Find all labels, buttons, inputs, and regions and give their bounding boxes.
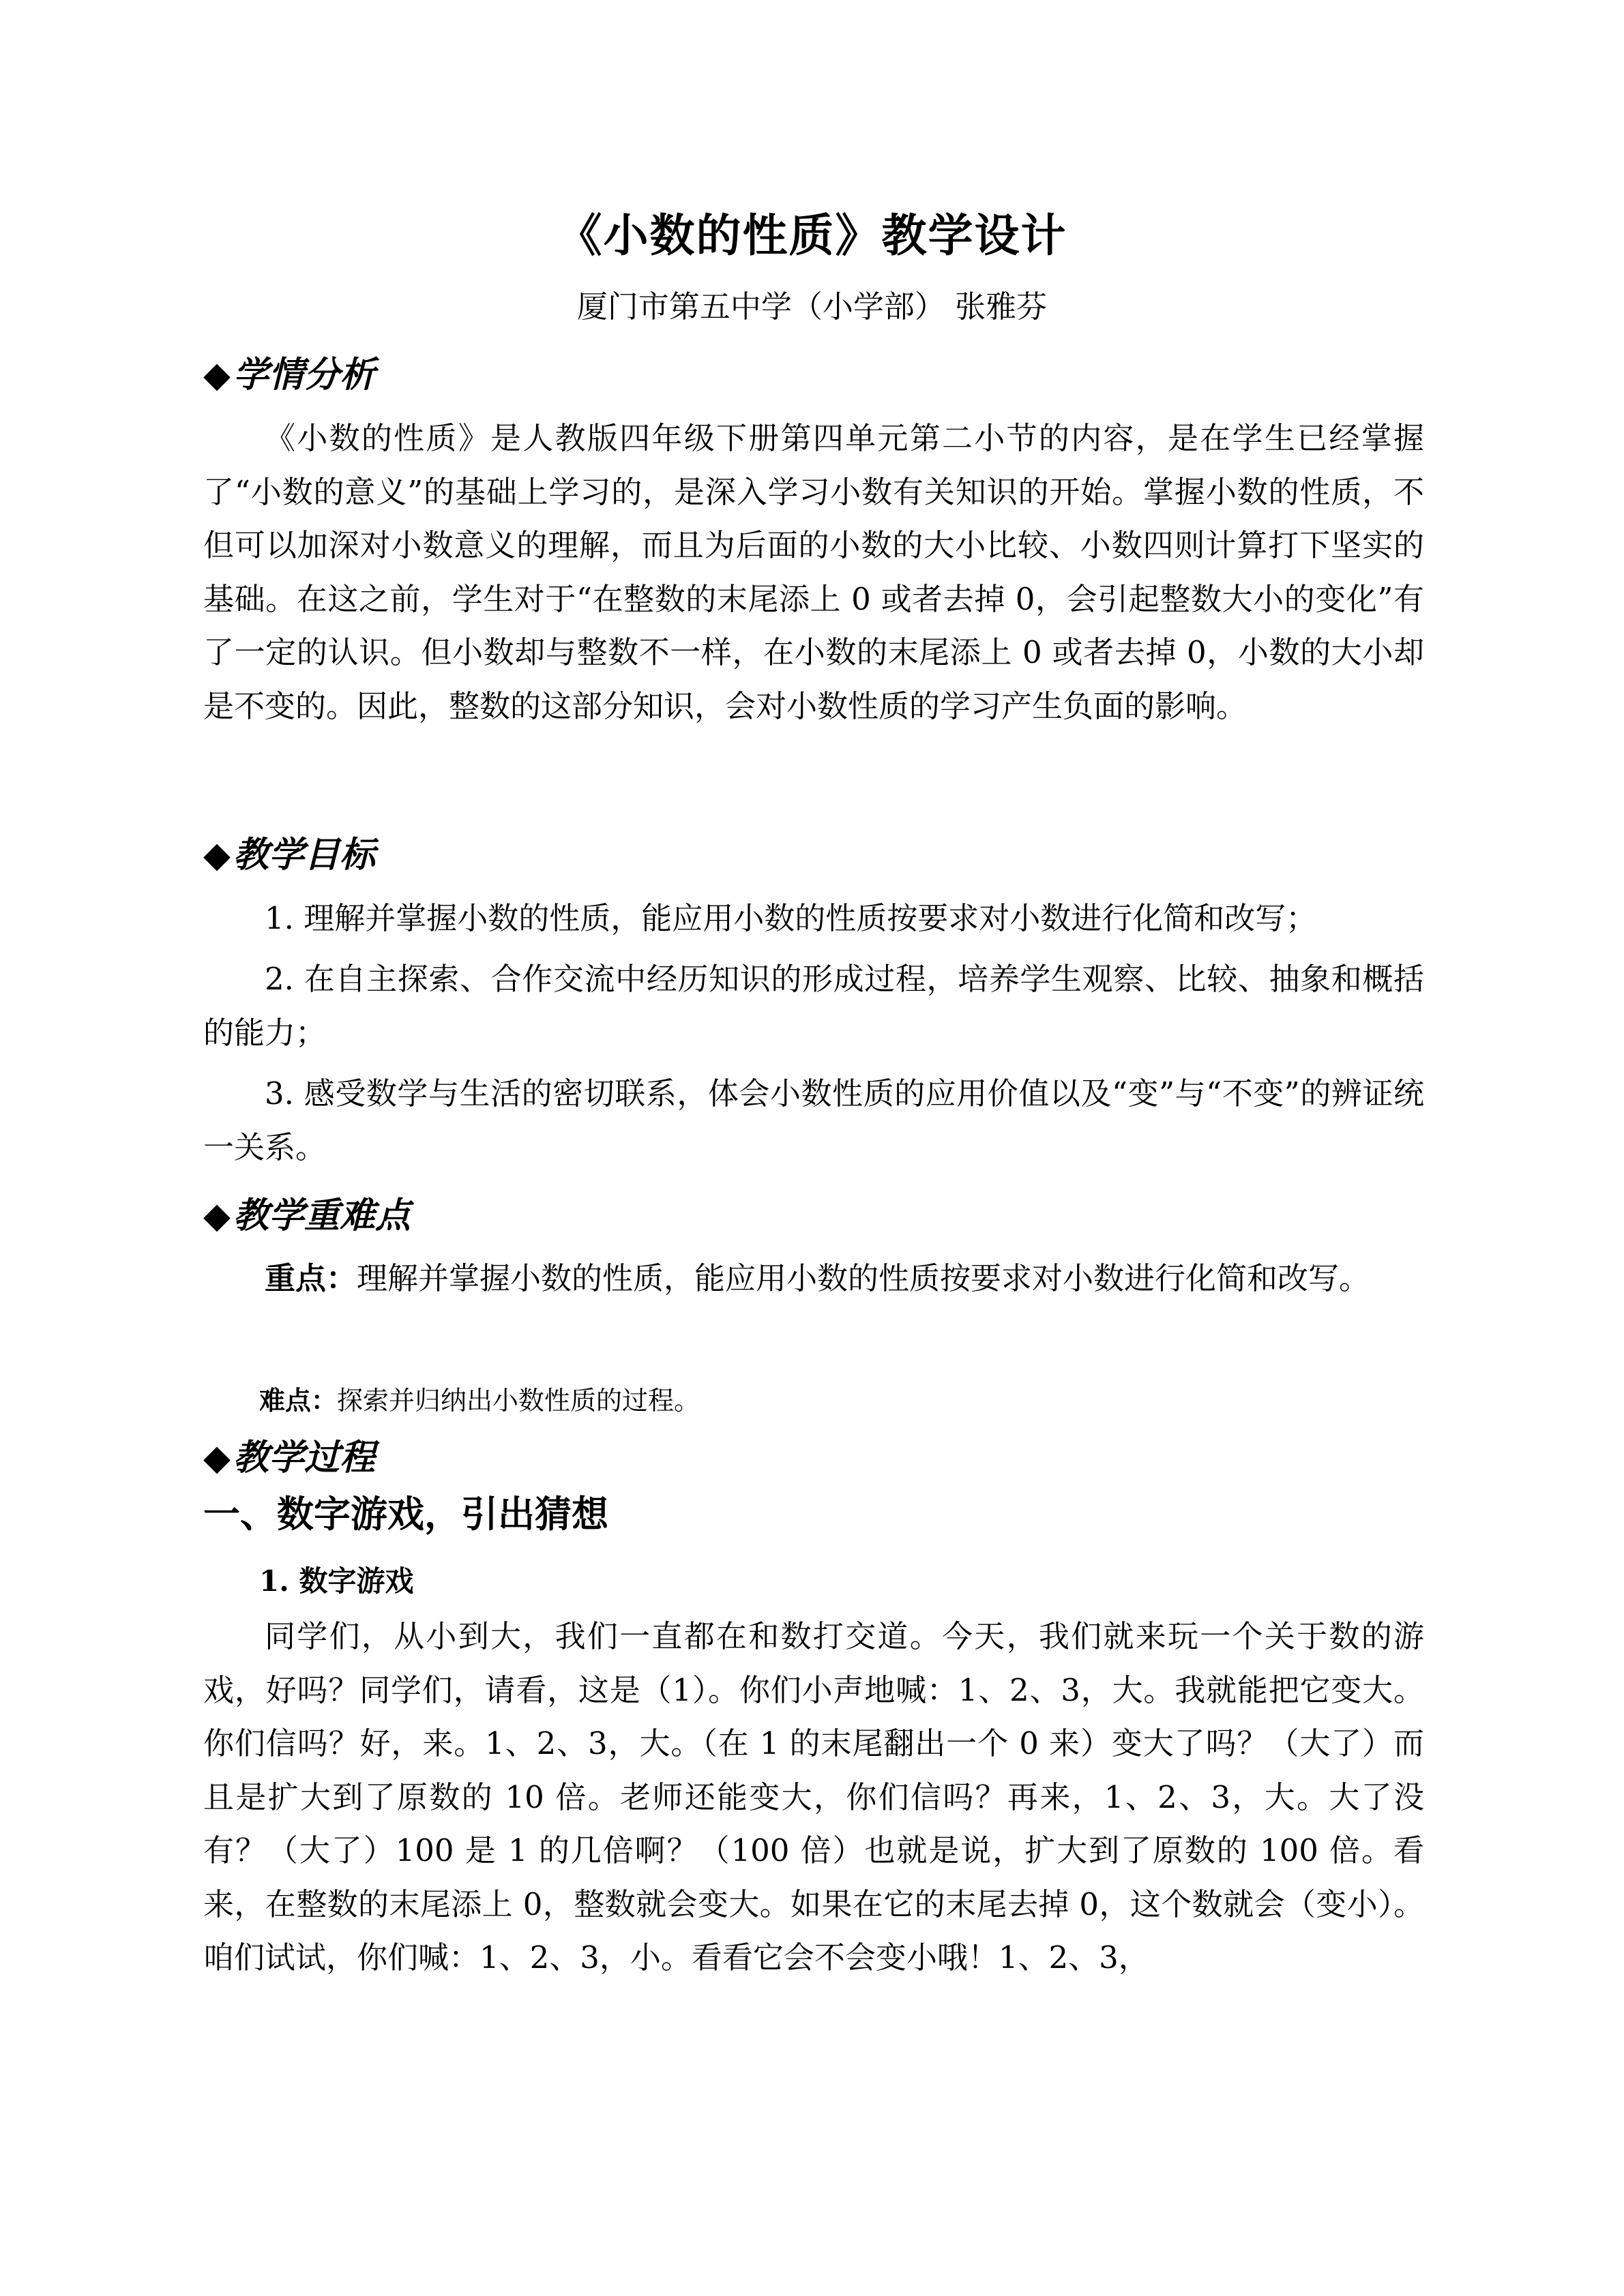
diamond-bullet-icon: ◆	[203, 1195, 231, 1236]
section-heading-goals	[203, 831, 375, 879]
diamond-bullet-icon: ◆	[203, 1437, 231, 1478]
section-heading-text: 教学重难点	[233, 1195, 411, 1236]
difficult-point-label: 难点：	[259, 1385, 338, 1416]
section-heading-process	[203, 1434, 375, 1482]
section-heading-keypoints	[203, 1192, 411, 1240]
goal-item-3: 3. 感受数学与生活的密切联系，体会小数性质的应用价值以及“变”与“不变”的辨证统一关系。	[203, 1075, 1424, 1165]
key-point-paragraph	[203, 1252, 1424, 1306]
diamond-bullet-icon: ◆	[203, 355, 231, 396]
author-line: 厦门市第五中学（小学部） 张雅芬	[576, 288, 1048, 325]
goal-item-1: 1. 理解并掌握小数的性质，能应用小数的性质按要求对小数进行化简和改写；	[265, 900, 1317, 936]
key-point-label: 重点：	[265, 1260, 357, 1296]
goal-item-2: 2. 在自主探索、合作交流中经历知识的形成过程，培养学生观察、比较、抽象和概括的能力；	[203, 961, 1424, 1051]
section-heading-text: 学情分析	[233, 355, 376, 396]
part-heading-1: 一、数字游戏，引出猜想	[203, 1493, 608, 1536]
sub-heading-1: 1. 数字游戏	[259, 1564, 414, 1598]
difficult-point-text: 探索并归纳出小数性质的过程。	[337, 1386, 700, 1416]
key-point-text: 理解并掌握小数的性质，能应用小数的性质按要求对小数进行化简和改写。	[357, 1260, 1370, 1296]
section-heading-text: 教学目标	[233, 835, 376, 876]
document-title: 《小数的性质》教学设计	[557, 209, 1067, 262]
section-heading-text: 教学过程	[233, 1437, 376, 1478]
section-heading-analysis	[203, 351, 375, 399]
diamond-bullet-icon: ◆	[203, 835, 231, 876]
difficult-point-line	[259, 1380, 700, 1421]
process-paragraph: 同学们，从小到大，我们一直都在和数打交道。今天，我们就来玩一个关于数的游戏，好吗？同学们，请看，这是（1）。你们小声地喊：1、2、3，大。我就能把它变大。你们信吗？好，来。1、2、3，大。（在 1 的末尾翻出一个 0 来）变大了吗？（大了）而且是扩大到了原数的 10 倍。老师还能变大，你们信吗？再来，1、2、3，大。大了没有？（大了）100 是 1 的几倍啊？（100 倍）也就是说，扩大到了原数的 100 倍。看来，在整数的末尾添上 0，整数就会变大。如果在它的末尾去掉 0，这个数就会（变小）。咱们试试，你们喊：1、2、3，小。看看它会不会变小哦！1、2、3，	[203, 1618, 1424, 1976]
analysis-paragraph: 《小数的性质》是人教版四年级下册第四单元第二小节的内容，是在学生已经掌握了“小数的意义”的基础上学习的，是深入学习小数有关知识的开始。掌握小数的性质，不但可以加深对小数意义的理解，而且为后面的小数的大小比较、小数四则计算打下坚实的基础。在这之前，学生对于“在整数的末尾添上 0 或者去掉 0，会引起整数大小的变化”有了一定的认识。但小数却与整数不一样，在小数的末尾添上 0 或者去掉 0，小数的大小却是不变的。因此，整数的这部分知识，会对小数性质的学习产生负面的影响。	[203, 420, 1424, 724]
